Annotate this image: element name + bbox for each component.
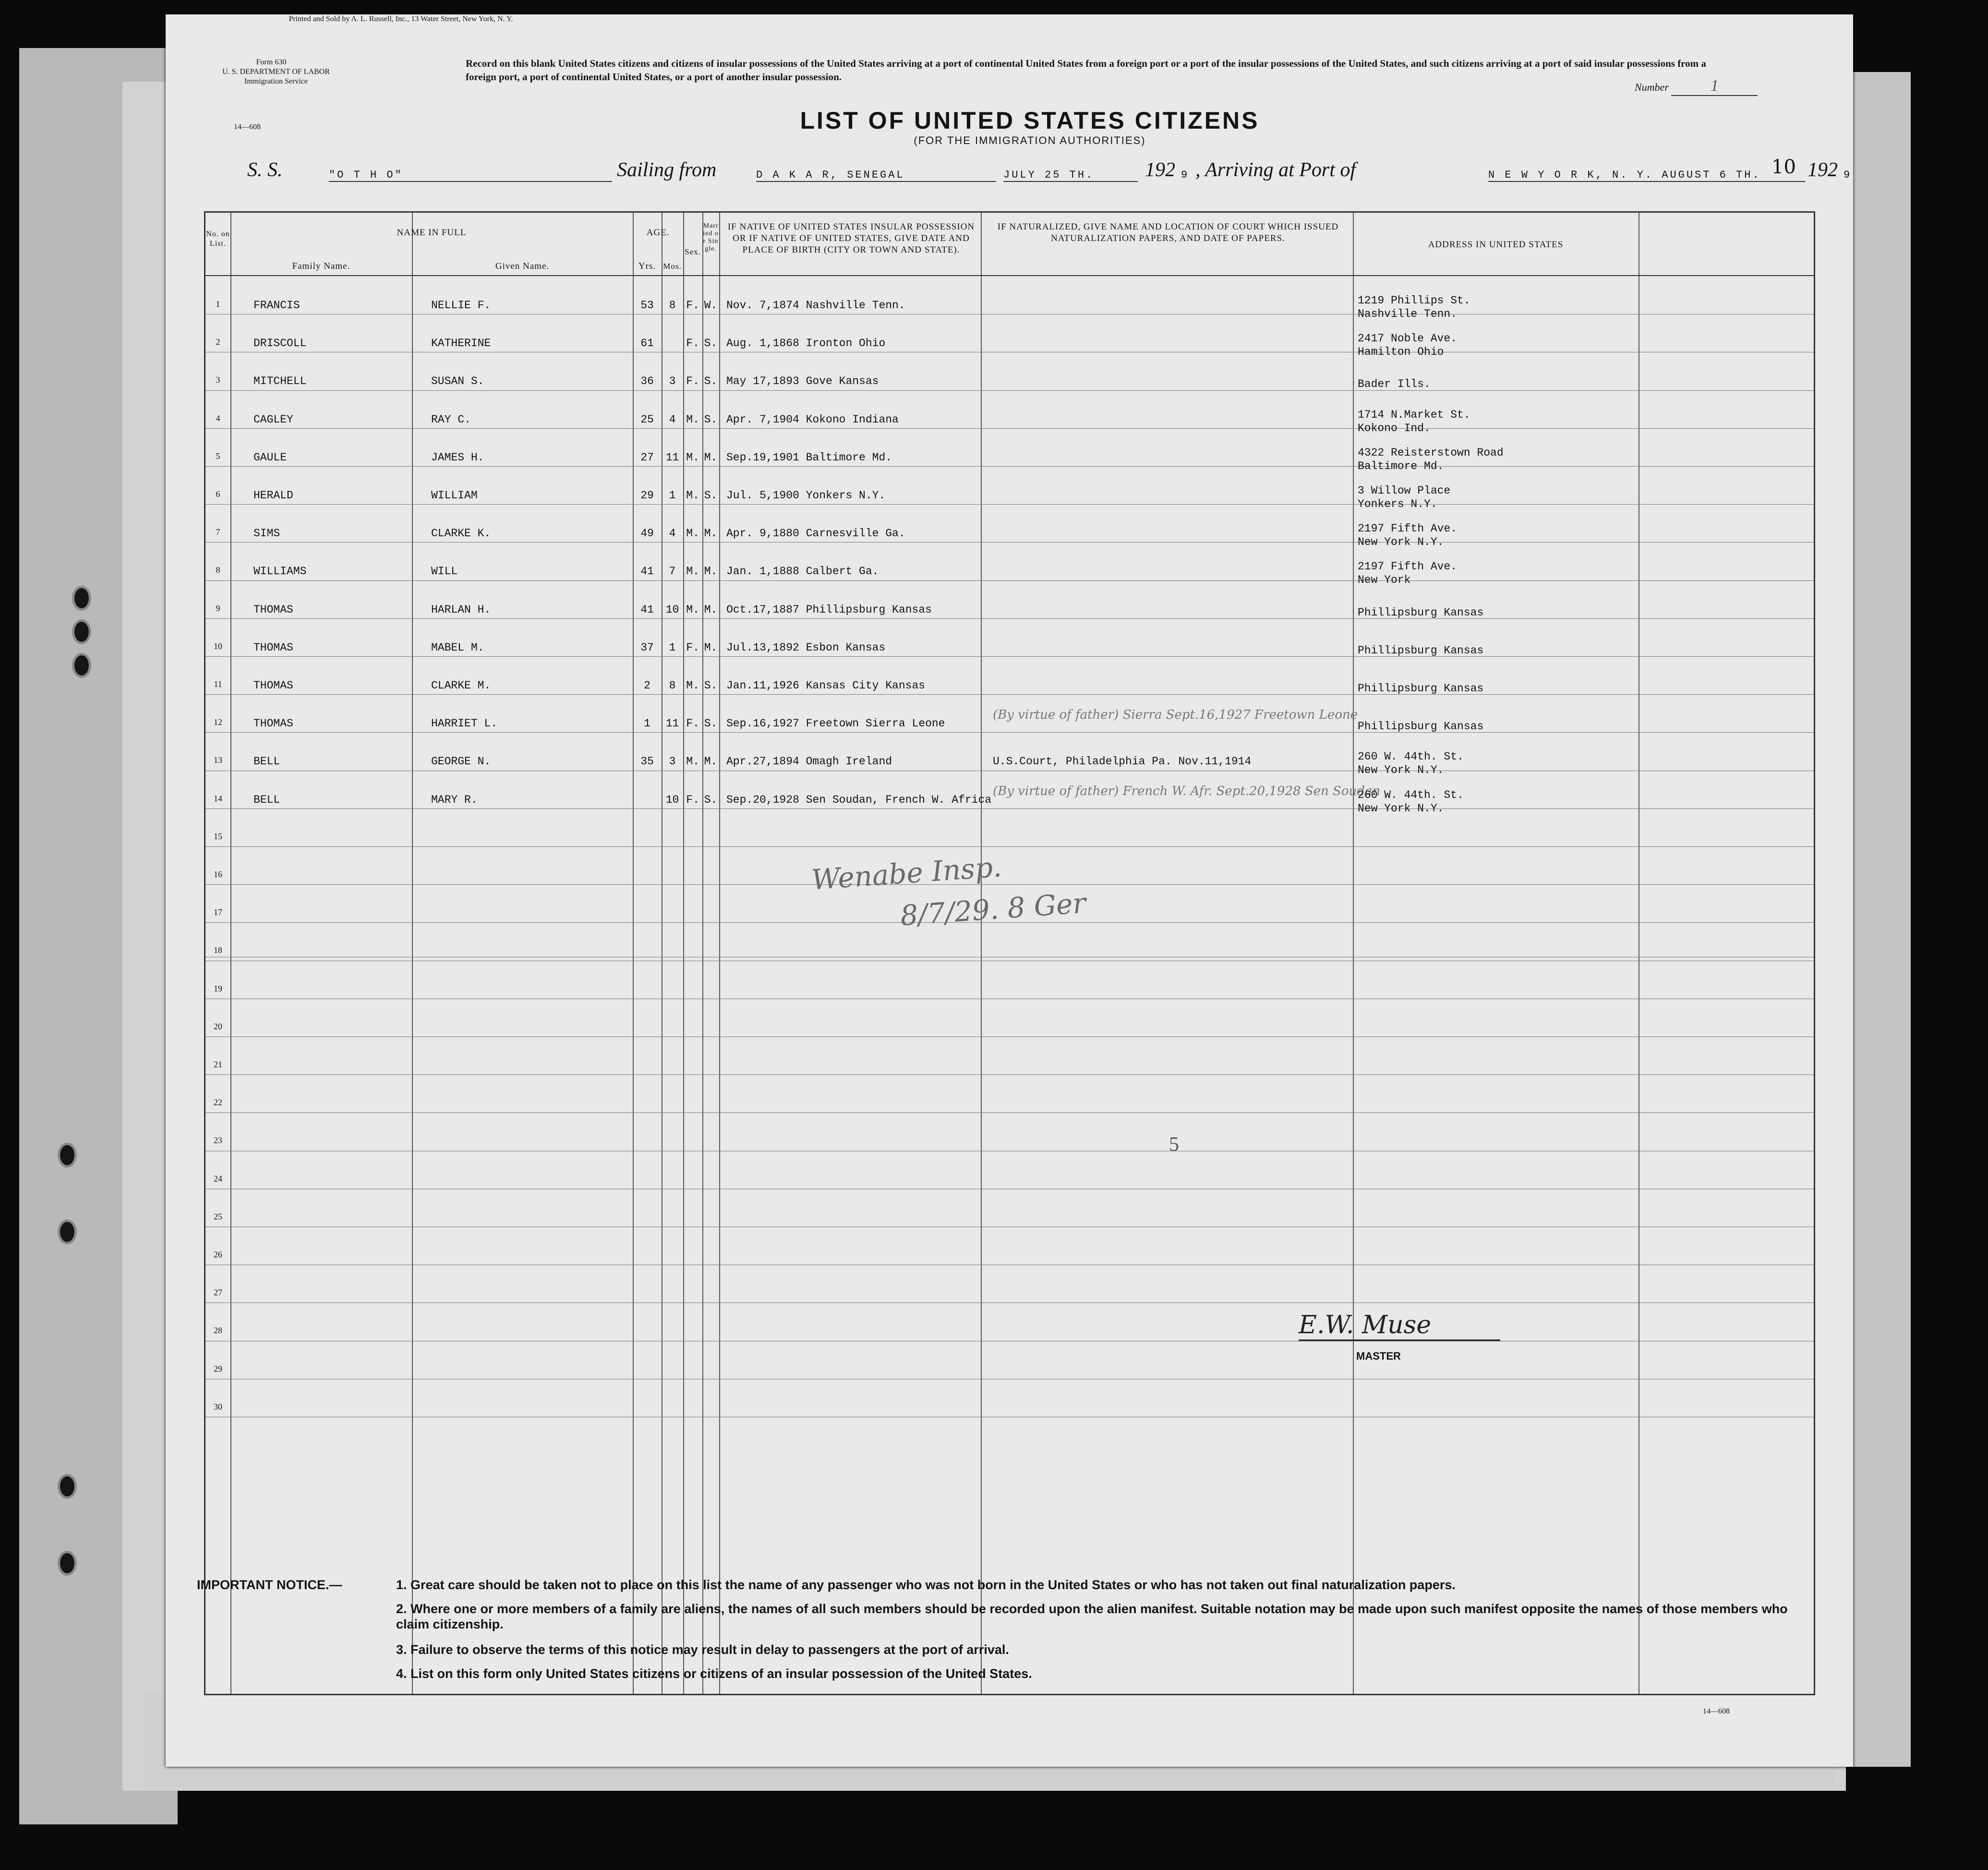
age-years: 1 (644, 717, 651, 730)
birth-date-place: Oct.17,1887 Phillipsburg Kansas (726, 603, 932, 616)
binder-hole (72, 653, 91, 678)
given-name: MABEL M. (431, 641, 484, 654)
form-number: Form 630 (256, 58, 287, 66)
age-months: 3 (669, 755, 676, 768)
age-months: 1 (669, 641, 676, 654)
row-number: 18 (214, 945, 222, 955)
ship-name: "O T H O" (329, 169, 612, 182)
birth-date-place: Jul.13,1892 Esbon Kansas (726, 641, 886, 654)
ss-label: S. S. (247, 159, 283, 181)
arriving-label: , Arriving at Port of (1195, 159, 1356, 181)
age-months: 10 (665, 603, 679, 616)
sex: M. (686, 451, 699, 464)
family-name: GAULE (253, 451, 287, 464)
given-name: GEORGE N. (431, 755, 491, 768)
header-sex: Sex. (685, 247, 701, 256)
given-name: CLARKE M. (431, 679, 491, 692)
form-code-top: 14—608 (234, 123, 261, 131)
naturalization: (By virtue of father) French W. Afr. Sept.20,1928 Sen Soudan (993, 784, 1381, 798)
notice-item-2: 2. Where one or more members of a family are aliens, the names of all such members should be recorded upon the alien manifest. Suitable notation may be made upon such manifest opposite the names of those members who claim citizenship. (396, 1602, 1788, 1631)
marital-status: M. (704, 527, 718, 540)
row-number: 8 (216, 565, 220, 575)
header-birth: IF NATIVE OF UNITED STATES INSULAR POSSESSION OR IF NATIVE OF UNITED STATES, GIVE DATE AND PLACE OF BIRTH (CITY OR TOWN AND STATE). (727, 222, 975, 255)
given-name: SUSAN S. (431, 375, 484, 388)
marital-status: M. (704, 755, 718, 768)
notice-item-1: 1. Great care should be taken not to place on this list the name of any passenger who was not born in the United States or who has not taken out final naturalization papers. (396, 1578, 1456, 1592)
address-line2: New York N.Y. (1358, 802, 1444, 815)
age-years: 53 (640, 299, 654, 312)
age-years: 29 (640, 489, 654, 502)
age-years: 49 (640, 527, 654, 540)
given-name: HARLAN H. (431, 603, 491, 616)
service: Immigration Service (244, 77, 308, 85)
address-line1: 2417 Noble Ave. (1358, 332, 1458, 345)
address-line1: 260 W. 44th. St. (1358, 750, 1464, 763)
age-months: 8 (669, 299, 676, 312)
sex: F. (686, 299, 699, 312)
family-name: BELL (253, 755, 280, 768)
sex: M. (686, 603, 699, 616)
birth-date-place: Apr.27,1894 Omagh Ireland (726, 755, 892, 768)
department: U. S. DEPARTMENT OF LABOR (222, 68, 330, 76)
age-months: 3 (669, 375, 676, 388)
given-name: NELLIE F. (431, 299, 491, 312)
number-label: Number (1635, 81, 1669, 93)
sex: M. (686, 755, 699, 768)
voyage-line (247, 158, 1852, 192)
date-from: JULY 25 TH. (1003, 169, 1138, 182)
binder-hole (72, 586, 91, 611)
naturalization: (By virtue of father) Sierra Sept.16,1927 Freetown Leone (993, 708, 1358, 723)
family-name: FRANCIS (253, 299, 300, 312)
inspector-stamp-line1: Wenabe Insp. (810, 850, 1003, 896)
age-months: 11 (665, 717, 679, 730)
age-months: 11 (665, 451, 679, 464)
number-field (1635, 77, 1779, 96)
given-name: WILL (431, 565, 458, 578)
sex: M. (686, 527, 699, 540)
age-months: 10 (665, 793, 679, 806)
number-value: 1 (1671, 77, 1758, 96)
marital-status: S. (704, 413, 718, 426)
sex: F. (686, 375, 699, 388)
port-to: N E W Y O R K, N. Y. AUGUST 6 TH. (1488, 169, 1805, 182)
row-number: 20 (214, 1021, 222, 1031)
address-line1: 4322 Reisterstown Road (1358, 446, 1504, 459)
binder-hole (58, 1219, 77, 1244)
header-mos: Mos. (663, 262, 682, 271)
sex: M. (686, 413, 699, 426)
given-name: RAY C. (431, 413, 471, 426)
birth-date-place: Jan.11,1926 Kansas City Kansas (726, 679, 926, 692)
given-name: MARY R. (431, 793, 478, 806)
birth-date-place: Sep.20,1928 Sen Soudan, French W. Africa (726, 793, 992, 806)
address-line1: 3 Willow Place (1358, 484, 1451, 497)
row-number: 30 (214, 1401, 222, 1412)
address-line2: Phillipsburg Kansas (1358, 682, 1484, 695)
port-from: D A K A R, SENEGAL (756, 169, 996, 182)
birth-date-place: May 17,1893 Gove Kansas (726, 375, 879, 388)
family-name: WILLIAMS (253, 565, 307, 578)
address-line2: Kokono Ind. (1358, 422, 1431, 434)
header-family-name: Family Name. (292, 261, 350, 271)
row-divider (205, 1074, 1814, 1075)
row-number: 14 (214, 793, 222, 803)
address-line2: New York N.Y. (1358, 536, 1444, 549)
row-number: 26 (214, 1250, 222, 1259)
sailing-label: Sailing from (617, 159, 717, 181)
sex: F. (686, 793, 699, 806)
age-months: 4 (669, 413, 676, 426)
row-number: 6 (216, 489, 220, 499)
age-months: 1 (669, 489, 676, 502)
row-number: 17 (214, 907, 222, 917)
address-line2: Phillipsburg Kansas (1358, 606, 1484, 619)
address-line2: Hamilton Ohio (1358, 346, 1444, 359)
address-line1: 1219 Phillips St. (1358, 294, 1470, 307)
passenger-table (204, 211, 1815, 1695)
age-months: 4 (669, 527, 676, 540)
address-line2: Yonkers N.Y. (1358, 498, 1437, 510)
header-married-single: Married or Single. (703, 222, 719, 253)
instructions: Record on this blank United States citizens and citizens of insular possessions of the United States arriving at a port of continental United States from a foreign port or a port of the insular possessions of the United States, and such citizens arriving at a port of said insular possessions from a foreign port, a port of continental United States, or a port of another insular possession. (466, 58, 1706, 83)
marital-status: M. (704, 565, 718, 578)
page-subtitle: (FOR THE IMMIGRATION AUTHORITIES) (914, 134, 1146, 146)
page-mark: 5 (1169, 1134, 1179, 1156)
marital-status: S. (704, 717, 718, 730)
family-name: THOMAS (253, 641, 293, 654)
master-label: MASTER (1356, 1350, 1401, 1362)
row-number: 28 (214, 1326, 222, 1336)
address-line2: Phillipsburg Kansas (1358, 720, 1484, 733)
binder-hole (58, 1143, 77, 1168)
age-years: 2 (644, 679, 651, 692)
given-name: HARRIET L. (431, 717, 498, 730)
birth-date-place: Apr. 7,1904 Kokono Indiana (726, 413, 899, 426)
sex: M. (686, 565, 699, 578)
address-line1: 2197 Fifth Ave. (1358, 522, 1458, 535)
sex: F. (686, 337, 699, 350)
address-line2: New York (1358, 574, 1411, 587)
age-years: 41 (640, 565, 654, 578)
address-line2: New York N.Y. (1358, 764, 1444, 777)
birth-date-place: Jul. 5,1900 Yonkers N.Y. (726, 489, 886, 502)
row-number: 15 (214, 831, 222, 841)
row-number: 3 (216, 375, 220, 385)
birth-date-place: Aug. 1,1868 Ironton Ohio (726, 337, 886, 350)
row-number: 10 (214, 641, 222, 651)
row-number: 25 (214, 1211, 222, 1221)
row-number: 11 (214, 679, 222, 689)
row-number: 24 (214, 1173, 222, 1183)
row-divider (205, 846, 1814, 847)
header-address: ADDRESS IN UNITED STATES (1428, 240, 1564, 250)
header-naturalized: IF NATURALIZED, GIVE NAME AND LOCATION OF COURT WHICH ISSUED NATURALIZATION PAPERS, AND DATE OF PAPERS. (997, 222, 1339, 243)
family-name: MITCHELL (253, 375, 307, 388)
address-line1: 260 W. 44th. St. (1358, 788, 1464, 801)
year-prefix-2: 192 (1807, 159, 1838, 181)
marital-status: S. (704, 793, 718, 806)
address-line2: Bader Ills. (1358, 378, 1431, 391)
form-code-bottom: 14—608 (1703, 1707, 1730, 1715)
marital-status: S. (704, 489, 718, 502)
year-from: 9 (1181, 169, 1190, 181)
family-name: SIMS (253, 527, 280, 540)
notice-item-3: 3. Failure to observe the terms of this notice may result in delay to passengers at the port of arrival. (396, 1642, 1009, 1657)
birth-date-place: Sep.19,1901 Baltimore Md. (726, 451, 892, 464)
family-name: CAGLEY (253, 413, 293, 426)
marital-status: S. (704, 375, 718, 388)
notice-heading: IMPORTANT NOTICE.— (197, 1578, 342, 1592)
row-divider (205, 1112, 1814, 1113)
address-line2: Baltimore Md. (1358, 459, 1444, 472)
address-line2: Nashville Tenn. (1358, 308, 1458, 320)
age-months: 7 (669, 565, 676, 578)
header-given-name: Given Name. (495, 261, 550, 271)
family-name: HERALD (253, 489, 293, 502)
age-years: 61 (640, 337, 654, 350)
family-name: BELL (253, 793, 280, 806)
year-prefix: 192 (1145, 159, 1175, 181)
age-years: 36 (640, 375, 654, 388)
marital-status: W. (704, 299, 718, 312)
notice-item-4: 4. List on this form only United States citizens or citizens of an insular possession of the United States. (396, 1666, 1032, 1681)
row-number: 7 (216, 527, 220, 537)
address-line1: 2197 Fifth Ave. (1358, 560, 1458, 573)
address-line1: 1714 N.Market St. (1358, 408, 1470, 421)
row-number: 16 (214, 869, 222, 879)
binder-hole (58, 1551, 77, 1576)
row-number: 23 (214, 1135, 222, 1146)
age-years: 35 (640, 755, 654, 768)
row-number: 2 (216, 337, 220, 347)
family-name: DRISCOLL (253, 337, 307, 350)
header-no-on-list: No. on List. (206, 230, 230, 248)
birth-date-place: Jan. 1,1888 Calbert Ga. (726, 565, 879, 578)
row-number: 1 (216, 299, 220, 309)
given-name: WILLIAM (431, 489, 478, 502)
row-number: 29 (214, 1363, 222, 1374)
sex: M. (686, 489, 699, 502)
birth-date-place: Sep.16,1927 Freetown Sierra Leone (726, 717, 945, 730)
row-number: 5 (216, 451, 220, 461)
row-number: 13 (214, 755, 222, 765)
family-name: THOMAS (253, 603, 293, 616)
printer-line: Printed and Sold by A. L. Russell, Inc., 13 Water Street, New York, N. Y. (289, 15, 513, 23)
given-name: JAMES H. (431, 451, 484, 464)
age-months: 8 (669, 679, 676, 692)
marital-status: S. (704, 679, 718, 692)
age-years: 25 (640, 413, 654, 426)
row-number: 4 (216, 413, 220, 423)
header-yrs: Yrs. (638, 261, 656, 271)
sex: M. (686, 679, 699, 692)
marital-status: M. (704, 451, 718, 464)
given-name: KATHERINE (431, 337, 491, 350)
row-number: 21 (214, 1060, 222, 1069)
sex: F. (686, 641, 699, 654)
naturalization: U.S.Court, Philadelphia Pa. Nov.11,1914 (993, 755, 1252, 768)
manifest-page (166, 14, 1853, 1767)
binder-hole (58, 1474, 77, 1499)
header-name-in-full: NAME IN FULL (397, 228, 467, 238)
marital-status: S. (704, 337, 718, 350)
binder-hole (72, 619, 91, 644)
page-number: 10 (1771, 156, 1796, 178)
master-signature: E.W. Muse (1299, 1311, 1500, 1341)
age-years: 41 (640, 603, 654, 616)
birth-date-place: Nov. 7,1874 Nashville Tenn. (726, 299, 905, 312)
marital-status: M. (704, 603, 718, 616)
row-number: 27 (214, 1288, 222, 1298)
sex: F. (686, 717, 699, 730)
inspector-stamp-line2: 8/7/29. 8 Ger (899, 886, 1087, 932)
given-name: CLARKE K. (431, 527, 491, 540)
year-to: 9 (1843, 169, 1852, 181)
family-name: THOMAS (253, 679, 293, 692)
family-name: THOMAS (253, 717, 293, 730)
header-age: AGE. (646, 228, 670, 238)
birth-date-place: Apr. 9,1880 Carnesville Ga. (726, 527, 905, 540)
age-years: 27 (640, 451, 654, 464)
marital-status: M. (704, 641, 718, 654)
address-line2: Phillipsburg Kansas (1358, 644, 1484, 657)
row-divider (205, 884, 1814, 885)
row-number: 9 (216, 603, 220, 613)
row-number: 22 (214, 1098, 222, 1108)
row-number: 19 (214, 983, 222, 993)
row-number: 12 (214, 717, 222, 727)
age-years: 37 (640, 641, 654, 654)
page-title: LIST OF UNITED STATES CITIZENS (800, 107, 1260, 134)
